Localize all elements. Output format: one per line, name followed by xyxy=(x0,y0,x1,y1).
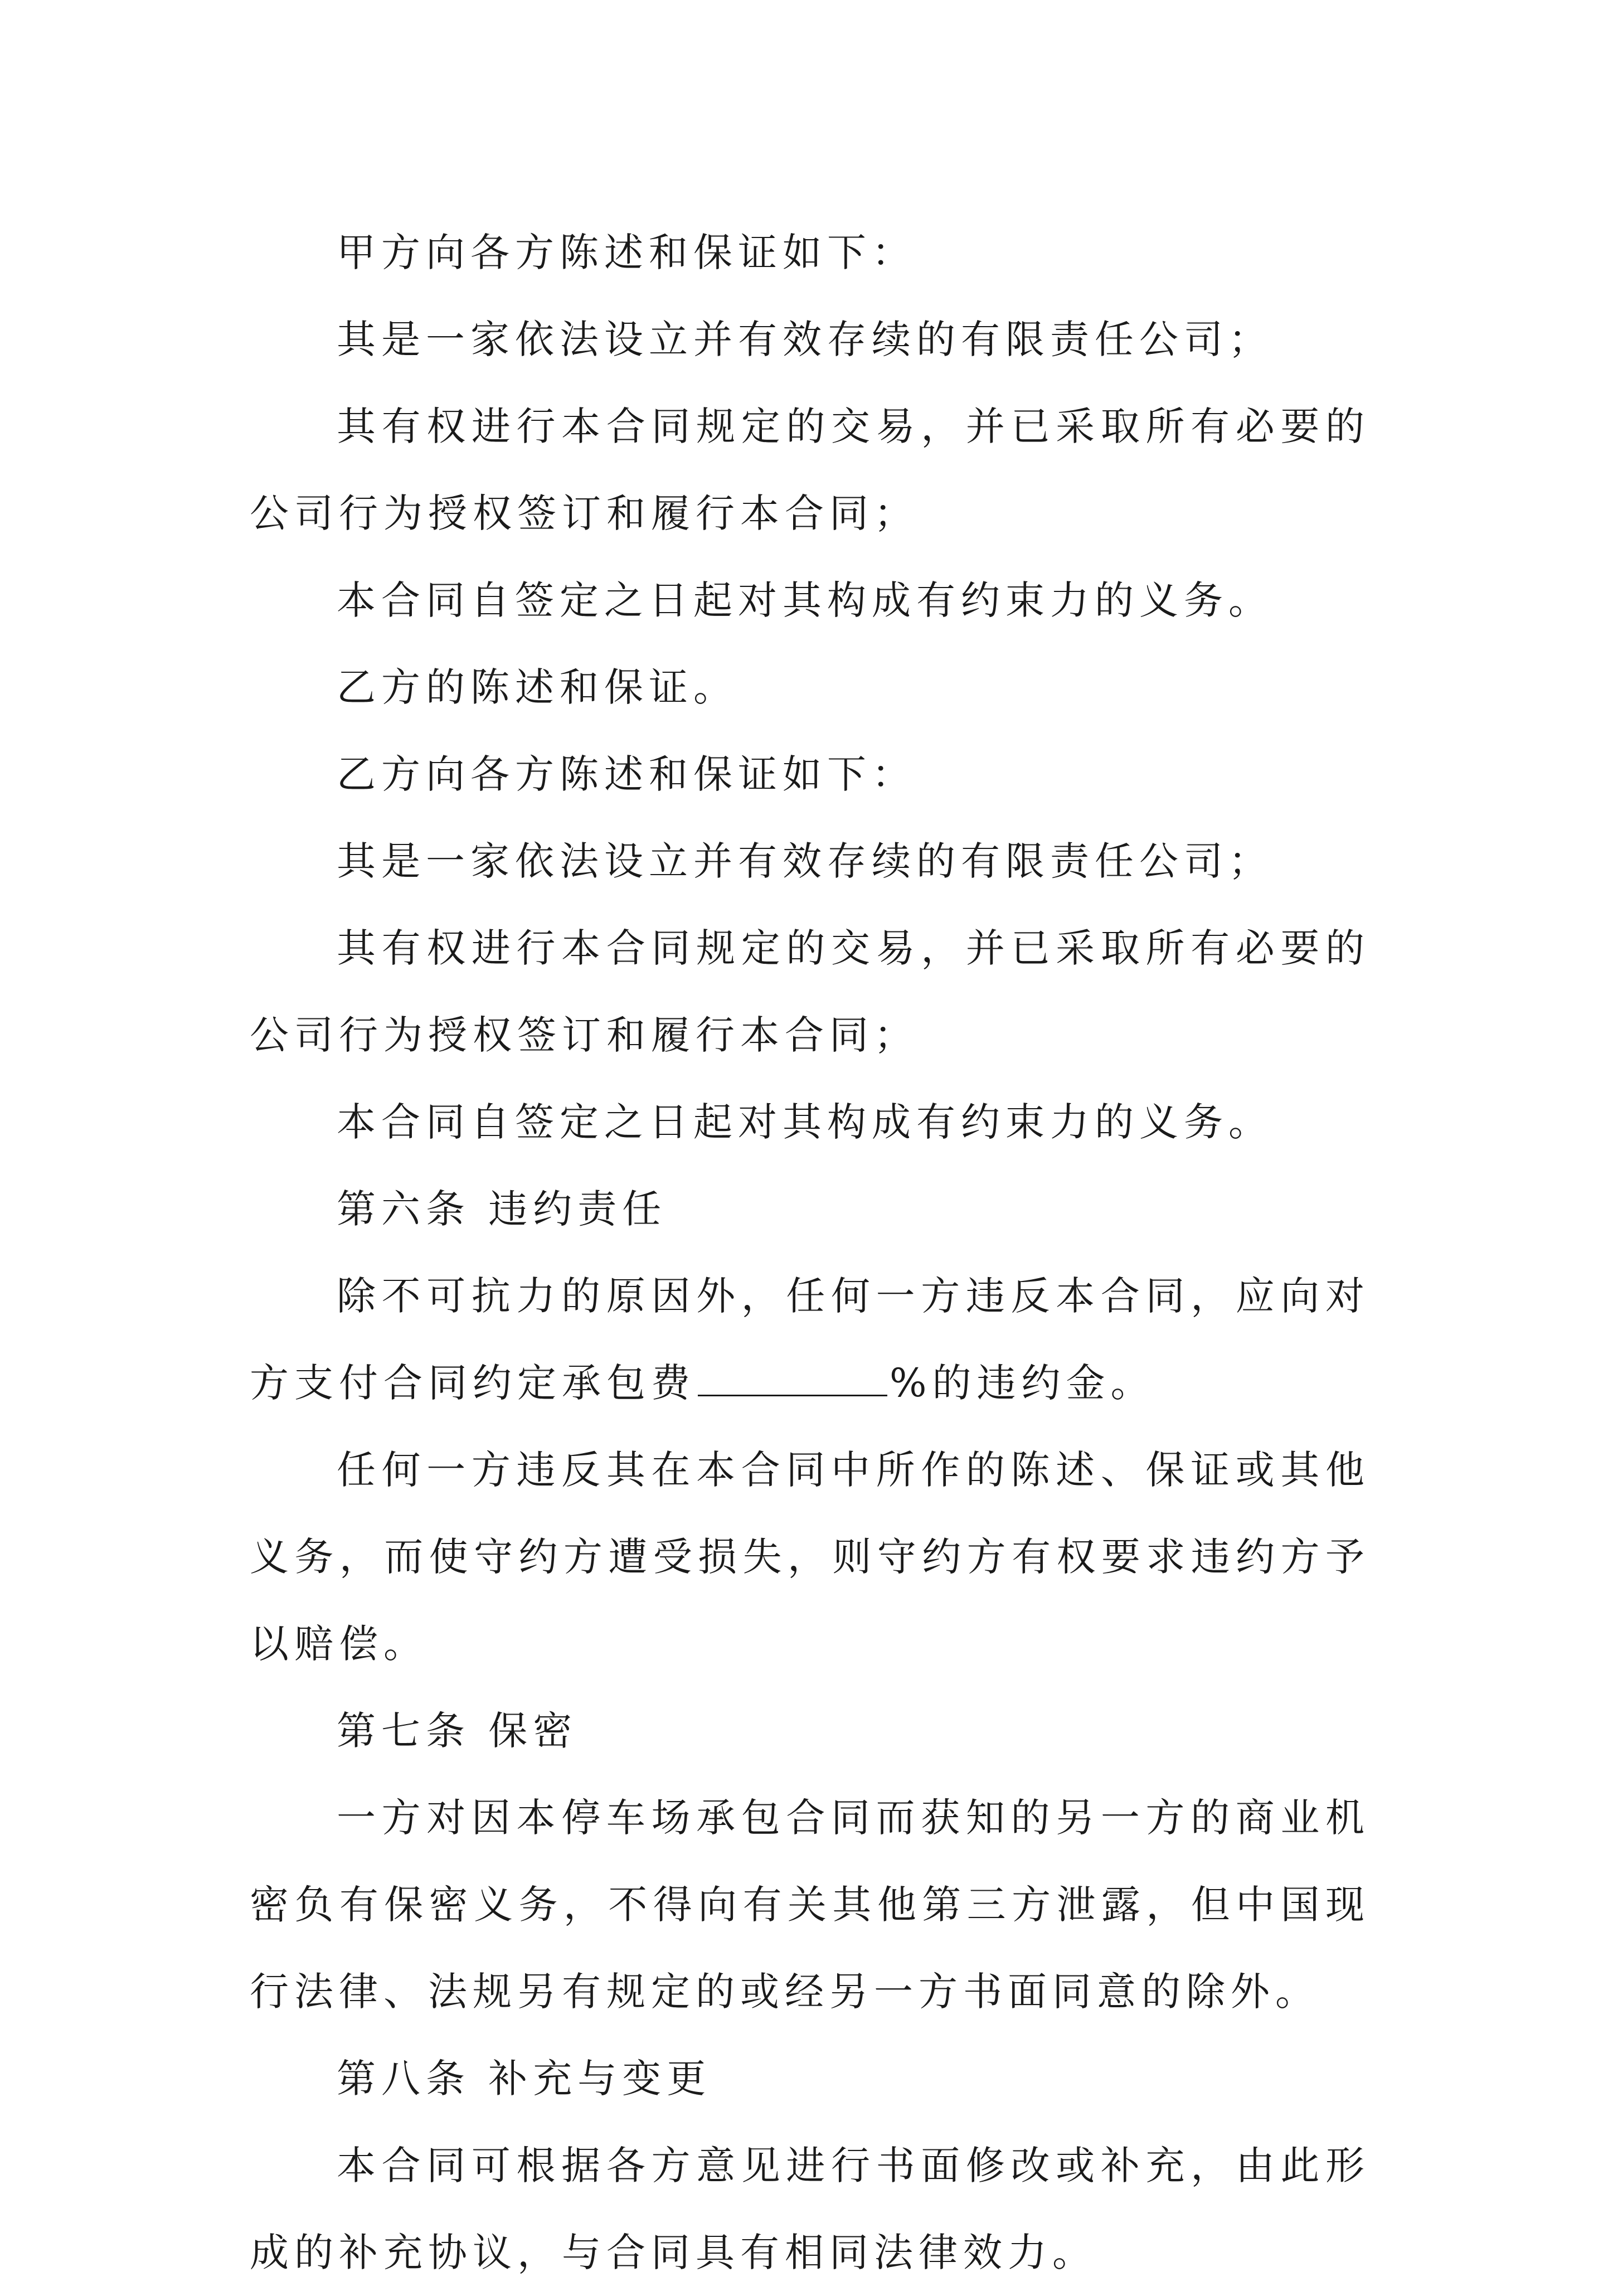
paragraph-party-b-company: 其是一家依法设立并有效存续的有限责任公司； xyxy=(337,838,1273,884)
paragraph-party-a-authority: 其有权进行本合同规定的交易，并已采取所有必要的公司行为授权签订和履行本合同； xyxy=(250,404,1370,536)
paragraph-party-b-reps-intro: 乙方向各方陈述和保证如下： xyxy=(337,751,916,797)
article-7-heading: 第七条 保密 xyxy=(337,1708,578,1754)
paragraph-party-a-reps-intro: 甲方向各方陈述和保证如下： xyxy=(337,230,916,275)
article-6-heading: 第六条 违约责任 xyxy=(337,1186,667,1232)
paragraph-party-a-company: 其是一家依法设立并有效存续的有限责任公司； xyxy=(337,317,1273,362)
paragraph-amendments: 本合同可根据各方意见进行书面修改或补充，由此形成的补充协议，与合同具有相同法律效力。 xyxy=(250,2143,1370,2275)
penalty-text-after: %的违约金。 xyxy=(890,1360,1155,1406)
penalty-text-before: 除不可抗力的原因外，任何一方违反本合同，应向对方支付合同约定承包费 xyxy=(250,1273,1370,1406)
paragraph-party-b-authority: 其有权进行本合同规定的交易，并已采取所有必要的公司行为授权签订和履行本合同； xyxy=(250,925,1370,1058)
article-8-heading: 第八条 补充与变更 xyxy=(337,2056,712,2101)
paragraph-confidentiality: 一方对因本停车场承包合同而获知的另一方的商业机密负有保密义务，不得向有关其他第三方泄露，但中国现行法律、法规另有规定的或经另一方书面同意的除外。 xyxy=(250,1795,1370,2015)
document-page xyxy=(250,209,1370,2296)
paragraph-damages: 任何一方违反其在本合同中所作的陈述、保证或其他义务，而使守约方遭受损失，则守约方有权要求违约方予以赔偿。 xyxy=(250,1447,1370,1667)
paragraph-party-b-reps-heading: 乙方的陈述和保证。 xyxy=(337,664,738,710)
paragraph-party-b-binding: 本合同自签定之日起对其构成有约束力的义务。 xyxy=(337,1099,1273,1145)
paragraph-penalty-clause xyxy=(250,1253,1370,1426)
penalty-percent-blank xyxy=(698,1361,887,1396)
paragraph-party-a-binding: 本合同自签定之日起对其构成有约束力的义务。 xyxy=(337,577,1273,623)
